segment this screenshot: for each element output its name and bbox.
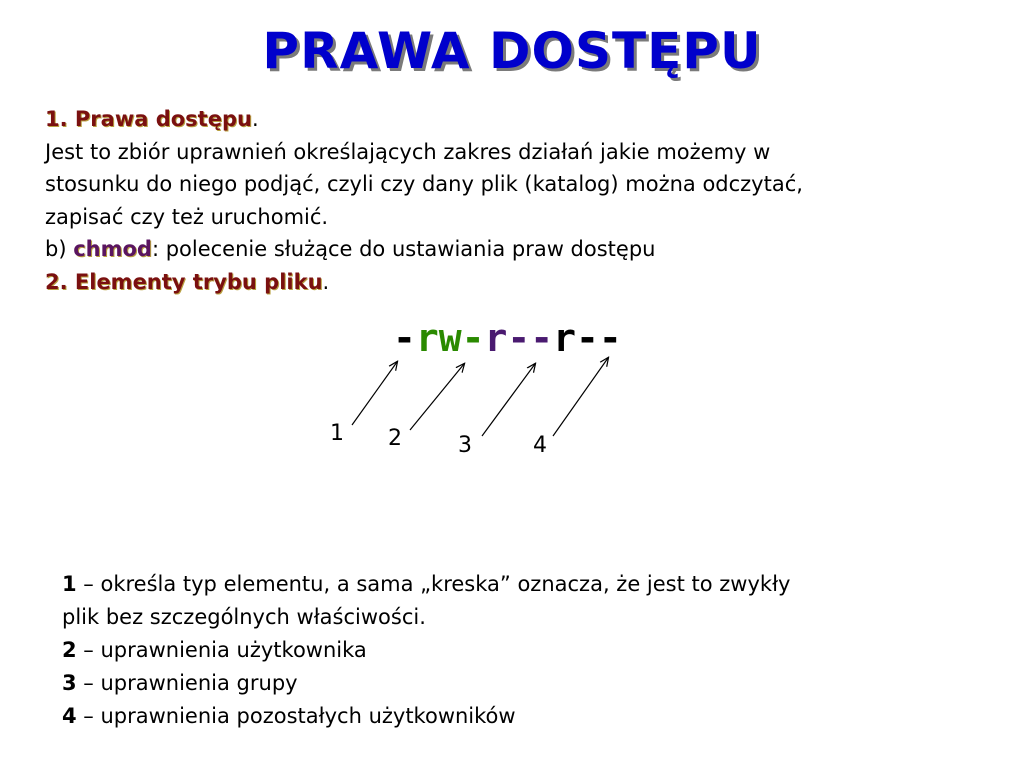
mode-type: - xyxy=(393,316,416,360)
legend-item xyxy=(62,667,1002,700)
chmod-prefix: b) xyxy=(45,237,74,261)
arrow-label-4: 4 xyxy=(533,433,547,458)
section1-heading-dot: . xyxy=(251,107,259,131)
legend-text: – uprawnienia użytkownika xyxy=(76,638,367,662)
legend-number: 2 xyxy=(62,638,77,662)
arrow-2 xyxy=(410,364,464,430)
arrow-1 xyxy=(352,362,397,425)
section1-heading: 1. Prawa dostępu xyxy=(45,107,252,131)
section2-heading-dot: . xyxy=(322,269,330,294)
legend-number: 3 xyxy=(62,671,77,695)
legend-text: – uprawnienia pozostałych użytkowników xyxy=(76,704,516,728)
chmod-keyword: chmod xyxy=(73,237,152,261)
chmod-description: : polecenie służące do ustawiania praw dostępu xyxy=(151,237,656,261)
legend xyxy=(62,568,1002,733)
legend-item xyxy=(62,700,1002,733)
arrow-4 xyxy=(553,358,608,436)
legend-text: – uprawnienia grupy xyxy=(76,671,298,695)
legend-text: plik bez szczególnych właściwości. xyxy=(62,605,426,629)
arrow-label-2: 2 xyxy=(388,426,402,451)
mode-other: r-- xyxy=(553,316,622,360)
arrow-3 xyxy=(482,364,535,436)
section2-heading: 2. Elementy trybu pliku xyxy=(45,269,323,294)
legend-number: 1 xyxy=(62,572,77,596)
section1-line: Jest to zbiór uprawnień określających zakres działań jakie możemy w xyxy=(45,139,771,164)
section1-line: stosunku do niego podjąć, czyli czy dany plik (katalog) można odczytać, xyxy=(45,172,803,196)
arrow-label-1: 1 xyxy=(330,421,344,446)
arrow-label-3: 3 xyxy=(458,433,472,458)
page-title: PRAWA DOSTĘPU xyxy=(262,22,762,80)
mode-group: r-- xyxy=(484,316,554,360)
mode-user: rw- xyxy=(415,316,485,360)
section1-line: zapisać czy też uruchomić. xyxy=(45,204,329,229)
legend-item xyxy=(62,568,1002,601)
legend-number: 4 xyxy=(62,704,77,728)
legend-item xyxy=(62,634,1002,667)
legend-item xyxy=(62,601,1002,634)
legend-text: – określa typ elementu, a sama „kreska” oznacza, że jest to zwykły xyxy=(76,572,791,596)
